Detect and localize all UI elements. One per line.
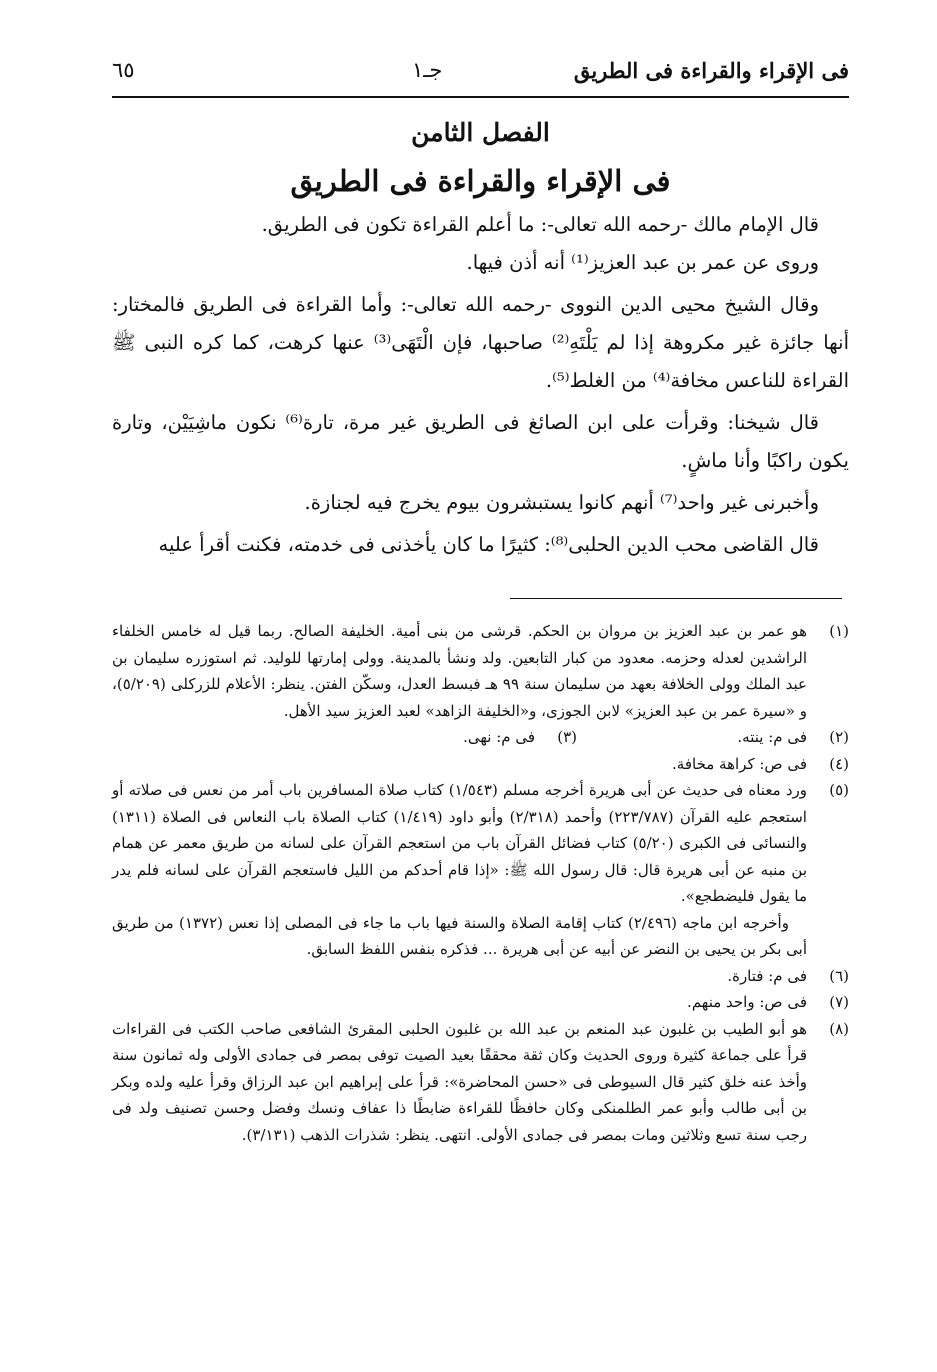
volume-label: جـ١	[412, 58, 443, 82]
paragraph: وروى عن عمر بن عبد العزيز⁽¹⁾ أنه أذن فيها.	[466, 251, 819, 274]
footnote-text: فى ص: كراهة مخافة.	[672, 754, 807, 773]
footnote-body	[112, 777, 807, 963]
footnote-number: (٥)	[829, 781, 849, 799]
footnote-text: هو أبو الطيب بن غلبون عبد المنعم بن عبد الله بن غلبون الحلبى المقرئ الشافعى صاحب الكتب فى القراءات قرأ على جماعة كثيرة وروى الحديث وكان ثقة محققًا بعيد الصيت توفى بمصر فى جمادى الأولى وله ثمانون سنة وأخذ عنه خلق كثير قال السيوطى فى «حسن المحاضرة»: قرأ على إبراهيم ابن عبد الرزاق وقرأ عليه ولده وبكر بن أبى طالب وأبو عمر الطلمنكى وكان حافظًا للقراءة ضابطًا ذا عفاف ونسك وفضل وحسن تصنيف ولد فى رجب سنة تسع وثلاثين ومات بمصر فى جمادى الأولى. انتهى. ينظر: شذرات الذهب (٣/١٣١).	[112, 1019, 807, 1144]
footnote-8	[112, 1016, 849, 1149]
chapter-label: الفصل الثامن	[411, 118, 550, 147]
footnote-text: فى م: ينته.	[737, 728, 807, 746]
footnotes	[112, 618, 849, 1148]
footnote-4	[112, 751, 849, 778]
footnote-7	[112, 989, 849, 1016]
running-header	[112, 58, 849, 88]
footnote-number: (٨)	[829, 1019, 849, 1038]
footnote-number: (٦)	[829, 966, 849, 985]
footnote-2-3	[112, 724, 849, 751]
footnote-text: فى ص: واحد منهم.	[687, 993, 807, 1011]
footnote-1	[112, 618, 849, 724]
footnote-separator	[510, 598, 842, 599]
paragraph: قال الإمام مالك -رحمه الله تعالى-: ما أعلم القراءة تكون فى الطريق.	[261, 213, 819, 236]
paragraph: وأخبرنى غير واحد⁽⁷⁾ أنهم كانوا يستبشرون بيوم يخرج فيه لجنازة.	[304, 491, 819, 514]
page-number: ٦٥	[112, 58, 135, 82]
footnote-number: (٧)	[829, 993, 849, 1011]
chapter-title: فى الإقراء والقراءة فى الطريق	[290, 164, 671, 198]
paragraph: وقال الشيخ محيى الدين النووى -رحمه الله تعالى-: وأما القراءة فى الطريق فالمختار: أنها جائزة غير مكروهة إذا لم يَلْتَهِ⁽²⁾ صاحبها، فإن الْتَهَى⁽³⁾ عنها كرهت، كما كره النبى ﷺ القراءة للناعس مخافة⁽⁴⁾ من الغلط⁽⁵⁾.	[112, 293, 849, 392]
footnote-text: هو عمر بن عبد العزيز بن مروان بن الحكم. قرشى من بنى أمية. الخليفة الصالح. ربما قيل له خامس الخلفاء الراشدين لعدله وحزمه. معدود من كبار التابعين. ولد ونشأ بالمدينة. وولى إمارتها للوليد. ثم استوزره سليمان بن عبد الملك وولى الخلافة بعهد من سليمان سنة ٩٩ هـ فبسط العدل، وسكّن الفتن. ينظر: الأعلام للزركلى (٥/٢٠٩)، و «سيرة عمر بن عبد العزيز» لابن الجوزى، و«الخليفة الزاهد» لعبد العزيز سيد الأهل.	[112, 622, 807, 720]
paragraph: قال شيخنا: وقرأت على ابن الصائغ فى الطريق غير مرة، تارة⁽⁶⁾ نكون ماشِيَيْن، وتارة يكون راكبًا وأنا ماشٍ.	[112, 411, 849, 472]
footnote-text: فى م: فتارة.	[727, 966, 807, 985]
footnote-5	[112, 777, 849, 963]
footnote-text: فى م: نهى.	[463, 728, 535, 746]
main-text	[112, 206, 849, 564]
footnote-text: وأخرجه ابن ماجه (٢/٤٩٦) كتاب إقامة الصلاة والسنة فيها باب ما جاء فى المصلى إذا نعس (١٣٧٢) من طريق أبى بكر بن يحيى بن النضر عن أبيه عن أبى هريرة ... فذكره بنفس اللفظ السابق.	[112, 913, 807, 958]
footnote-6	[112, 963, 849, 990]
running-title: فى الإقراء والقراءة فى الطريق	[573, 58, 849, 83]
footnote-number: (٤)	[829, 754, 849, 773]
paragraph: قال القاضى محب الدين الحلبى⁽⁸⁾: كثيرًا ما كان يأخذنى فى خدمته، فكنت أقرأ عليه	[158, 533, 819, 556]
footnote-text: ورد معناه فى حديث عن أبى هريرة أخرجه مسلم (١/٥٤٣) كتاب صلاة المسافرين باب أمر من نعس فى صلاته أو استعجم عليه القرآن (٢٢٣/٧٨٧) وأحمد (٢/٣١٨) وأبو داود (١/٤١٩) كتاب الصلاة باب النعاس فى الصلاة (١٣١١) والنسائى فى الكبرى (٥/٢٠) كتاب فضائل القرآن باب من استعجم القرآن على لسانه من طريق معمر عن همام بن منبه عن أبى هريرة قال: قال رسول الله ﷺ: «إذا قام أحدكم من الليل فاستعجم القرآن على لسانه فلم يدر ما يقول فليضطجع».	[112, 781, 807, 905]
footnote-number: (٣)	[557, 728, 577, 746]
footnote-number: (٢)	[829, 728, 849, 746]
footnote-number: (١)	[829, 622, 849, 640]
header-rule	[112, 96, 849, 98]
